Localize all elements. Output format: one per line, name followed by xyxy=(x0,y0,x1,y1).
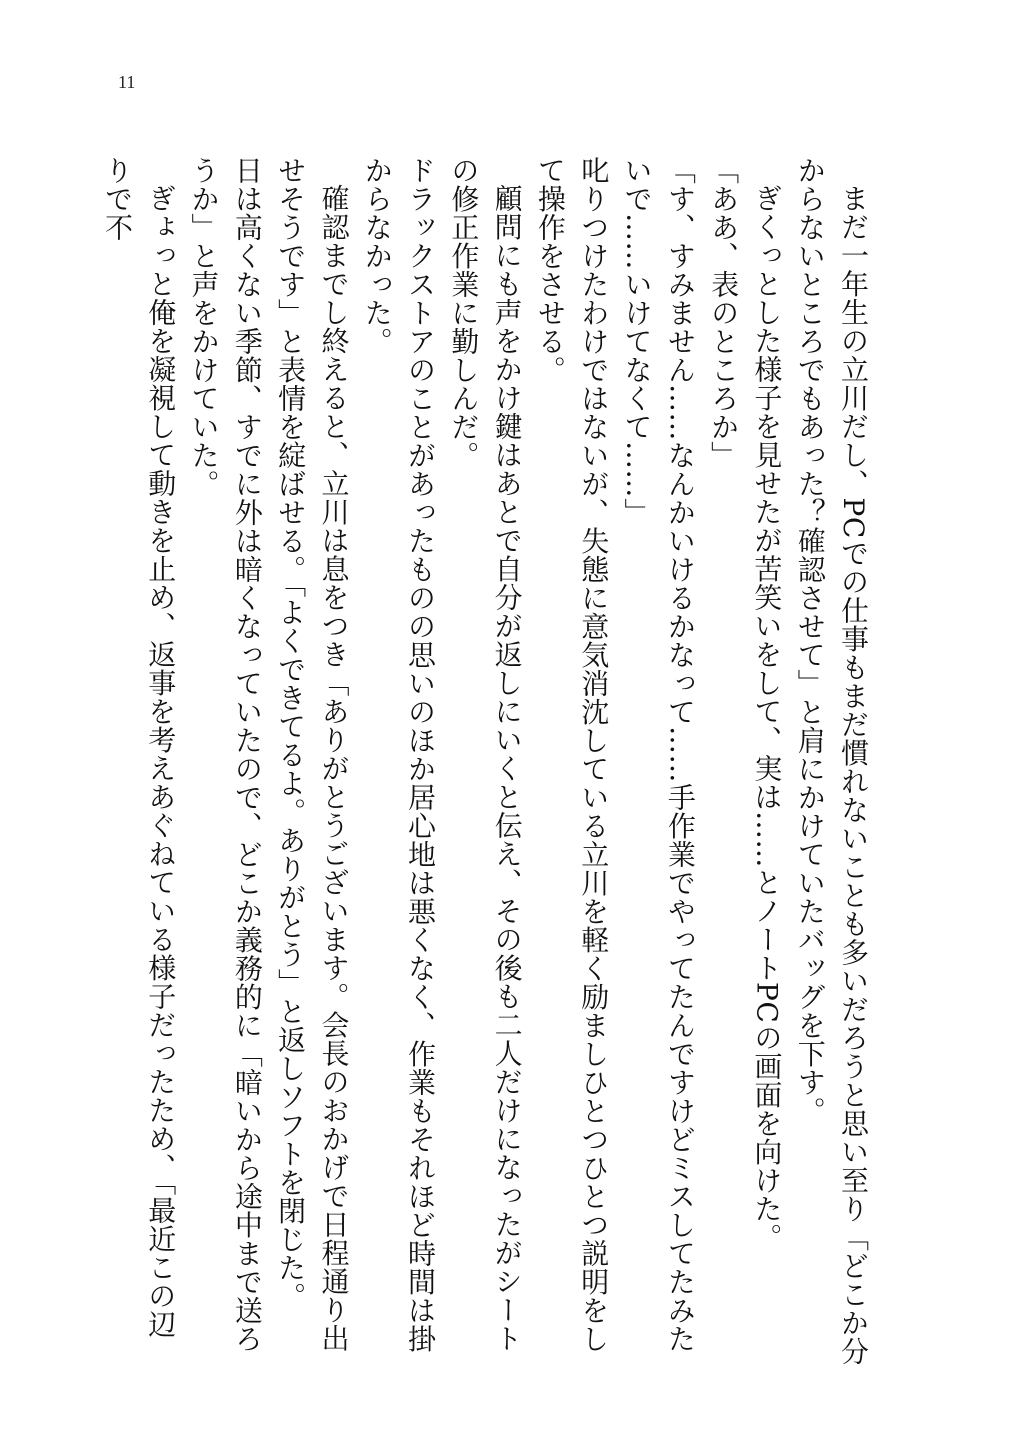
paragraph: ぎくっとした様子を見せたが苦笑いをして、実は……とノートPCの画面を向けた。 xyxy=(750,184,784,1252)
paragraph: ぎょっと俺を凝視して動きを止め、返事を考えあぐねている様子だったため、「最近この辺りで不 xyxy=(100,156,178,1339)
body-text xyxy=(95,156,875,1366)
paragraph: ドラックストアのことがあったものの思いのほか居心地は悪くなく、作業もそれほど時間は掛からなかった。 xyxy=(360,156,438,1353)
dialogue-line: 「ああ、表のところか」 xyxy=(707,156,741,470)
paragraph: まだ一年生の立川だし、PCでの仕事もまだ慣れないことも多いだろうと思い至り「どこか分からないところでもあった？確認させて」と肩にかけていたバッグを下す。 xyxy=(793,156,870,1366)
paragraph: 確認までし終えると、立川は息をつき「ありがとうございます。会長のおかげで日程通り出せそうです」と表情を綻ばせる。「よくできてるよ。ありがとう」と返しソフトを閉じた。 xyxy=(274,156,351,1353)
paragraph: 顧問にも声をかけ鍵はあとで自分が返しにいくと伝え、その後も二人だけになったがシートの修正作業に勤しんだ。 xyxy=(447,156,524,1353)
paragraph: 日は高くない季節、すでに外は暗くなっていたので、どこか義務的に「暗いから途中まで送ろうか」と声をかけていた。 xyxy=(187,156,264,1353)
dialogue-line: 「す、すみません……なんかいけるかなって……手作業でやってたんですけどミスしてたみたいで……いけてなくて……」 xyxy=(620,156,697,1353)
paragraph: 叱りつけたわけではないが、失態に意気消沈している立川を軽く励ましひとつひとつ説明をして操作をさせる。 xyxy=(533,156,611,1353)
page-number: 11 xyxy=(118,72,136,92)
